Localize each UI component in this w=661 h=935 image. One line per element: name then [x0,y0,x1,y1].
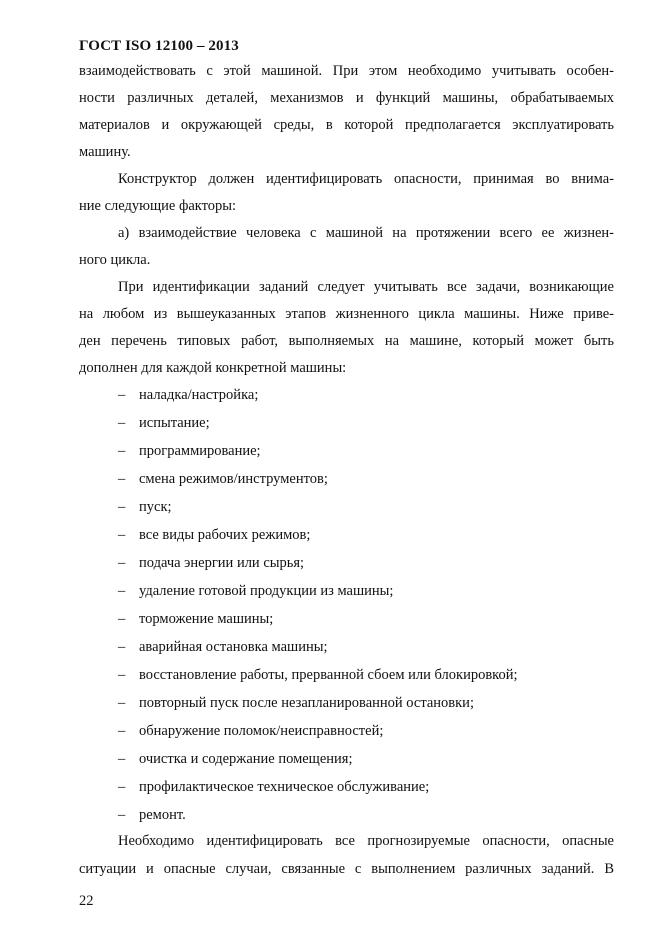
list-item: пуск; [139,499,172,515]
page-header: ГОСТ ISO 12100 – 2013 [79,38,239,54]
paragraph-line: ситуации и опасные случаи, связанные с выполнением различных заданий. В [79,861,614,877]
list-dash: – [118,807,126,823]
list-dash: – [118,471,126,487]
paragraph-line: дополнен для каждой конкретной машины: [79,360,347,376]
paragraph-line: машину. [79,144,131,160]
list-item: подача энергии или сырья; [139,555,305,571]
list-dash: – [118,527,126,543]
paragraph-line: ного цикла. [79,252,151,268]
list-item: торможение машины; [139,611,274,627]
list-item: повторный пуск после незапланированной остановки; [139,695,474,711]
list-item: программирование; [139,443,261,459]
list-item: профилактическое техническое обслуживание; [139,779,430,795]
list-item: наладка/настройка; [139,387,259,403]
list-dash: – [118,667,126,683]
list-dash: – [118,723,126,739]
page-number: 22 [79,893,94,909]
list-dash: – [118,611,126,627]
list-dash: – [118,639,126,655]
list-item: аварийная остановка машины; [139,639,328,655]
list-item: все виды рабочих режимов; [139,527,311,543]
list-item: удаление готовой продукции из машины; [139,583,394,599]
list-dash: – [118,499,126,515]
list-item: ремонт. [139,807,186,823]
list-dash: – [118,387,126,403]
list-item: смена режимов/инструментов; [139,471,328,487]
paragraph-line: ности различных деталей, механизмов и функций машины, обрабатываемых [79,90,614,106]
paragraph-line: Необходимо идентифицировать все прогнозируемые опасности, опасные [118,833,614,849]
paragraph-line: а) взаимодействие человека с машиной на протяжении всего ее жизнен- [118,225,614,241]
list-dash: – [118,751,126,767]
list-dash: – [118,695,126,711]
list-dash: – [118,415,126,431]
paragraph-line: взаимодействовать с этой машиной. При этом необходимо учитывать особен- [79,63,614,79]
paragraph-line: ден перечень типовых работ, выполняемых на машине, который может быть [79,333,614,349]
paragraph-line: материалов и окружающей среды, в которой предполагается эксплуатировать [79,117,614,133]
list-item: очистка и содержание помещения; [139,751,353,767]
list-dash: – [118,779,126,795]
paragraph-line: на любом из вышеуказанных этапов жизненного цикла машины. Ниже приве- [79,306,614,322]
list-dash: – [118,555,126,571]
paragraph-line: Конструктор должен идентифицировать опасности, принимая во внима- [118,171,614,187]
list-item: испытание; [139,415,210,431]
list-dash: – [118,443,126,459]
list-item: обнаружение поломок/неисправностей; [139,723,384,739]
paragraph-line: При идентификации заданий следует учитывать все задачи, возникающие [118,279,614,295]
list-item: восстановление работы, прерванной сбоем или блокировкой; [139,667,518,683]
paragraph-line: ние следующие факторы: [79,198,237,214]
list-dash: – [118,583,126,599]
